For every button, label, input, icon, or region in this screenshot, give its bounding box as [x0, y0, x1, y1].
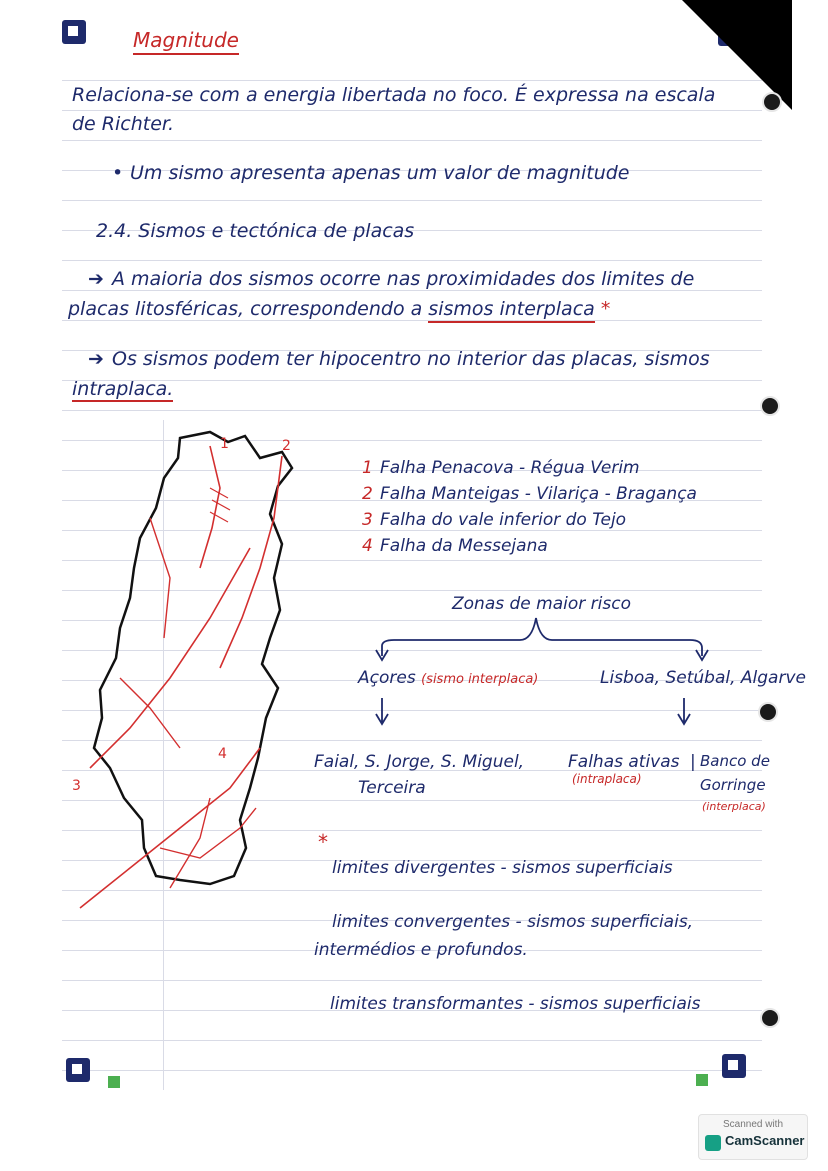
- fault-hatching: [210, 488, 230, 522]
- punch-hole: [758, 702, 778, 722]
- green-dot-right: [696, 1074, 708, 1086]
- green-dot-left: [108, 1076, 120, 1088]
- zone-right: Lisboa, Setúbal, Algarve: [600, 668, 806, 688]
- bullet-marker: •: [112, 162, 124, 184]
- ruled-line: [62, 1070, 762, 1071]
- note-convergent-1: limites convergentes - sismos superficiais,: [332, 912, 694, 932]
- ruled-line: [62, 1040, 762, 1041]
- fault-3-number: 3: [362, 510, 373, 530]
- para1-line-1: A maioria dos sismos ocorre nas proximidades dos limites de: [112, 268, 695, 290]
- fault-4-name: Falha da Messejana: [380, 536, 548, 556]
- ruled-line: [62, 320, 762, 321]
- country-outline: [94, 432, 292, 884]
- portugal-fault-map: [60, 428, 360, 928]
- corner-marker-top-left: [62, 20, 86, 44]
- zone-left-note: (sismo interplaca): [421, 672, 539, 687]
- active-faults-note: (intraplaca): [572, 772, 642, 786]
- map-label-2: 2: [282, 438, 291, 454]
- map-label-4: 4: [218, 746, 227, 762]
- active-faults: Falhas ativas: [568, 752, 680, 772]
- fault-3-name: Falha do vale inferior do Tejo: [380, 510, 627, 530]
- ruled-line: [62, 290, 762, 291]
- fault-1-number: 1: [362, 458, 373, 478]
- fault-line: [120, 678, 180, 748]
- ruled-line: [62, 110, 762, 111]
- fault-1-name: Falha Penacova - Régua Verim: [380, 458, 640, 478]
- arrow-down-icon: [376, 698, 388, 724]
- corner-marker-bottom-left: [66, 1058, 90, 1082]
- note-transform: limites transformantes - sismos superficiais: [330, 994, 701, 1014]
- map-label-3: 3: [72, 778, 81, 794]
- ruled-line: [62, 140, 762, 141]
- gorringe-bank-note: (interplaca): [702, 800, 766, 813]
- watermark-caption: Scanned with: [722, 1119, 784, 1130]
- note-divergent: limites divergentes - sismos superficiais: [332, 858, 673, 878]
- bullet-text: Um sismo apresenta apenas um valor de magnitude: [130, 162, 630, 184]
- zone-left: [358, 668, 538, 688]
- fault-4-number: 4: [362, 536, 373, 556]
- section-title: 2.4. Sismos e tectónica de placas: [96, 220, 415, 242]
- arrow-icon: ➔: [88, 268, 104, 290]
- risk-zones-title: Zonas de maior risco: [452, 594, 631, 614]
- fault-2-name: Falha Manteigas - Vilariça - Bragança: [380, 484, 697, 504]
- map-label-1: 1: [220, 436, 229, 452]
- zone-left-label: Açores: [358, 668, 416, 688]
- page-title: Magnitude: [133, 28, 239, 55]
- camscanner-logo-icon: [705, 1135, 721, 1151]
- punch-hole: [760, 396, 780, 416]
- scanner-watermark: [698, 1114, 808, 1160]
- gorringe-bank-line-1: Banco de: [700, 752, 770, 770]
- interplate-term: sismos interplaca: [428, 298, 595, 323]
- para2-line-1: Os sismos podem ter hipocentro no interior das placas, sismos: [112, 348, 710, 370]
- ruled-line: [62, 980, 762, 981]
- azores-islands-line-2: Terceira: [358, 778, 426, 798]
- gorringe-bank-line-2: Gorringe: [700, 776, 766, 794]
- fault-line: [150, 518, 170, 638]
- punch-hole: [760, 1008, 780, 1028]
- azores-islands-line-1: Faial, S. Jorge, S. Miguel,: [314, 752, 525, 772]
- watermark-brand: CamScanner: [725, 1133, 805, 1148]
- punch-hole: [762, 92, 782, 112]
- arrow-icon: ➔: [88, 348, 104, 370]
- ruled-line: [62, 200, 762, 201]
- ruled-line: [62, 410, 762, 411]
- intro-line-1: Relaciona-se com a energia libertada no foco. É expressa na escala: [72, 84, 716, 106]
- fault-line: [80, 748, 260, 908]
- ruled-line: [62, 80, 762, 81]
- fault-line: [200, 446, 220, 568]
- para1-line-2-start: placas litosféricas, correspondendo a: [68, 298, 429, 320]
- brace-line: [382, 618, 702, 656]
- fault-line: [170, 798, 210, 888]
- fault-2-number: 2: [362, 484, 373, 504]
- para2-line-2: intraplaca.: [72, 378, 174, 400]
- bank-separator: |: [690, 752, 696, 772]
- fault-line: [220, 456, 282, 668]
- note-convergent-2: intermédios e profundos.: [314, 940, 528, 960]
- asterisk-marker: *: [600, 298, 611, 320]
- ruled-line: [62, 260, 762, 261]
- notes-asterisk: *: [318, 830, 328, 854]
- corner-marker-bottom-right: [722, 1054, 746, 1078]
- arrow-down-icon: [678, 698, 690, 724]
- para1-line-2: [68, 298, 610, 320]
- intro-line-2: de Richter.: [72, 113, 175, 135]
